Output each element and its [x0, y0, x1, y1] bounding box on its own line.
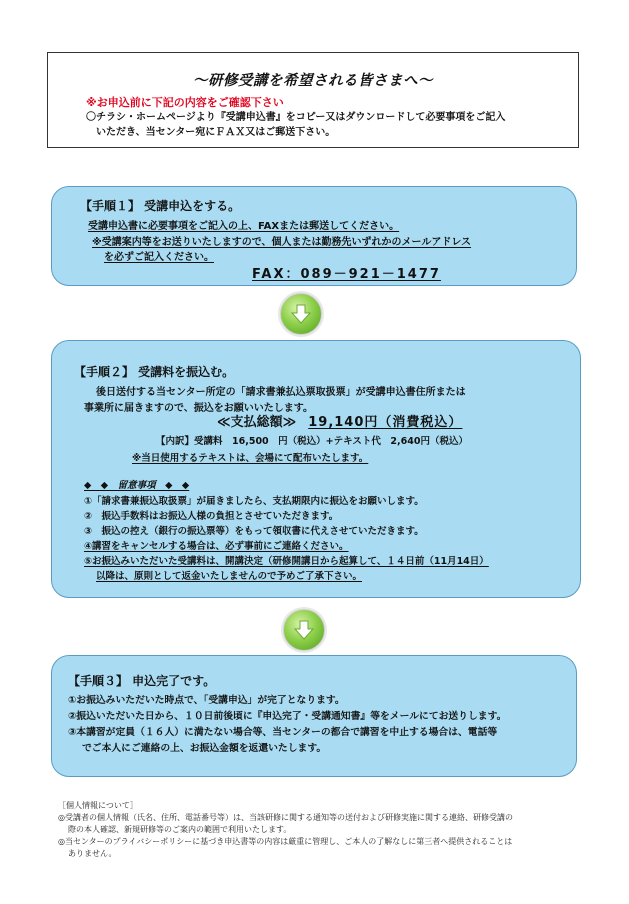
note-item-3: ③ 振込の控え（銀行の振込票等）をもって領収書に代えさせていただきます。 [84, 526, 424, 537]
step1-line2: ※受講案内等をお送りいたしますので、個人または勤務先いずれかのメールアドレス [92, 237, 472, 248]
step3-line1: ①お振込みいただいた時点で、「受講申込」が完了となります。 [68, 695, 345, 706]
step3-line2: ②振込いただいた日から、１０日前後頃に『申込完了・受講通知書』等をメールにてお送りします。 [68, 711, 507, 722]
step1-title: 【手順１】 受講申込をする。 [80, 199, 241, 213]
down-arrow-icon [280, 293, 322, 335]
step3-line4: でご本人にご連絡の上、お振込金額を返還いたします。 [82, 743, 327, 754]
text-note: ※当日使用するテキストは、会場にて配布いたします。 [132, 453, 369, 464]
intro-title: ～研修受講を希望される皆さまへ～ [193, 73, 433, 89]
note-item-4: ④講習をキャンセルする場合は、必ず事前にご連絡ください。 [84, 541, 349, 552]
intro-body-line2: いただき、当センター宛にＦＡＸ又はご郵送下さい。 [96, 127, 336, 138]
step2-line2: 事業所に届きますので、振込をお願いいたします。 [84, 403, 313, 414]
privacy-notes [58, 800, 578, 860]
privacy-line2: 際の本人確認、新規研修等のご案内の範囲で利用いたします。 [68, 825, 292, 834]
privacy-line4: ありません。 [68, 849, 117, 858]
privacy-header: ［個人情報について］ [58, 801, 138, 810]
payment-total [217, 411, 462, 430]
arrow-down-glyph-icon [290, 303, 312, 325]
intro-body [86, 110, 556, 140]
payment-total-label: ≪支払総額≫ [217, 415, 297, 430]
note-item-5: ⑤お振込みいただいた受講料は、開講決定（研修開講日から起算して、１４日前（11月14日） [84, 556, 489, 567]
fax-number: FAX：089－921－1477 [252, 267, 441, 282]
step3-box [51, 655, 577, 777]
step2-line1: 後日送付する当センター所定の「請求書兼払込票取扱票」が受講申込書住所または [96, 387, 466, 398]
step1-box [51, 186, 577, 286]
step3-title: 【手順３】 申込完了です。 [68, 674, 216, 688]
step3-line3: ③本講習が定員（１６人）に満たない場合等、当センターの都合で講習を中止する場合は、電話等 [68, 727, 498, 738]
arrow-down-glyph-icon [293, 619, 315, 641]
note-item-1: ①「請求書兼振込取扱票」が届きましたら、支払期限内に振込をお願いします。 [84, 496, 424, 507]
fee-breakdown: 【内訳】受講料 16,500 円（税込）+テキスト代 2,640円（税込） [156, 436, 468, 447]
intro-warning: ※お申込前に下記の内容をご確認下さい [86, 96, 284, 109]
notes-header: ◆ ◆ 留意事項 ◆ ◆ [84, 480, 190, 491]
intro-box [47, 52, 579, 148]
step1-line3: を必ずご記入ください。 [104, 252, 214, 263]
step2-title: 【手順２】 受講料を振込む。 [74, 365, 235, 379]
note-item-2: ② 振込手数料はお振込人様の負担とさせていただきます。 [84, 511, 339, 522]
note-item-5-cont: 以降は、原則として返金いたしませんので予めご了承下さい。 [96, 571, 363, 582]
intro-body-line1: 〇チラシ・ホームページより『受講申込書』をコピー又はダウンロードして必要事項をご記入 [86, 112, 506, 123]
privacy-line1: ◎受講者の個人情報（氏名、住所、電話番号等）は、当該研修に関する通知等の送付および研修実施に関する連絡、研修受講の [58, 813, 513, 822]
payment-total-value: 19,140円（消費税込） [308, 415, 463, 430]
step2-box [51, 340, 581, 598]
step1-line1: 受講申込書に必要事項をご記入の上、FAXまたは郵送してください。 [88, 221, 400, 232]
down-arrow-icon [283, 609, 325, 651]
privacy-line3: ◎当センターのプライバシーポリシーに基づき申込書等の内容は厳重に管理し、ご本人の了解なしに第三者へ提供されることは [58, 837, 513, 846]
